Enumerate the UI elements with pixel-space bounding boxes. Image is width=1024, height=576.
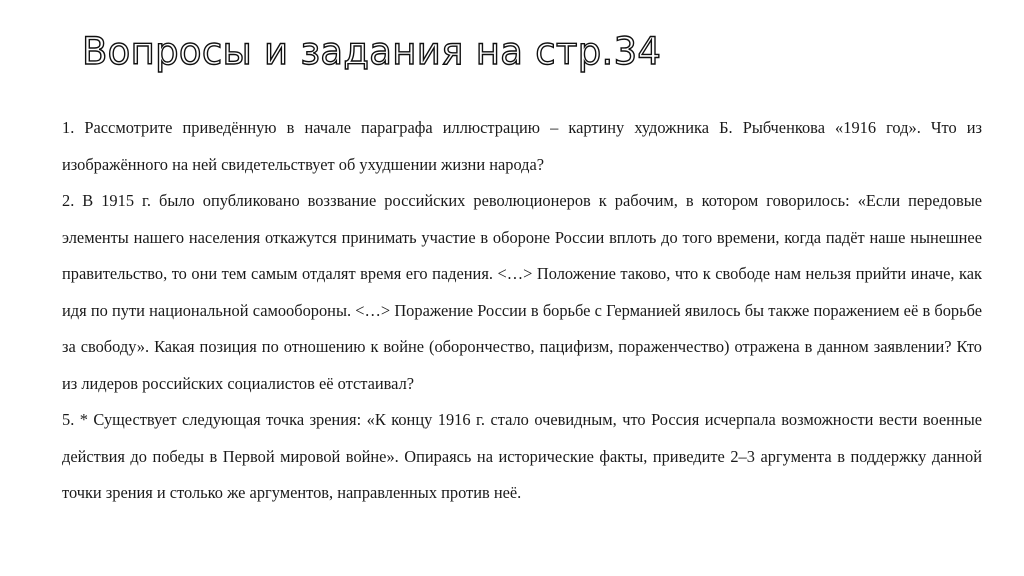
question-2: 2. В 1915 г. было опубликовано воззвание российских революционеров к рабочим, в котором говорилось: «Если передовые элементы нашего населения откажутся принимать участие в обороне России вплоть до того времени, когда падёт наше нынешнее правительство, то они тем самым отдалят время его падения. <…> Положение таково, что к свободе нам нельзя прийти иначе, как идя по пути национальной самообороны. <…> Поражение России в борьбе с Германией явилось бы также поражением её в борьбе за свободу». Какая позиция по отношению к войне (оборончество, пацифизм, пораженчество) отражена в данном заявлении? Кто из лидеров российских социалистов её отстаивал? (62, 191, 982, 393)
slide-title: Вопросы и задания на стр.34 (82, 30, 662, 73)
slide-body (62, 110, 982, 512)
question-1: 1. Рассмотрите приведённую в начале параграфа иллюстрацию – картину художника Б. Рыбченкова «1916 год». Что из изображённого на ней свидетельствует об ухудшении жизни народа? (62, 118, 982, 174)
question-5: 5. * Существует следующая точка зрения: «К концу 1916 г. стало очевидным, что Россия исчерпала возможности вести военные действия до победы в Первой мировой войне». Опираясь на исторические факты, приведите 2–3 аргумента в поддержку данной точки зрения и столько же аргументов, направленных против неё. (62, 410, 982, 502)
